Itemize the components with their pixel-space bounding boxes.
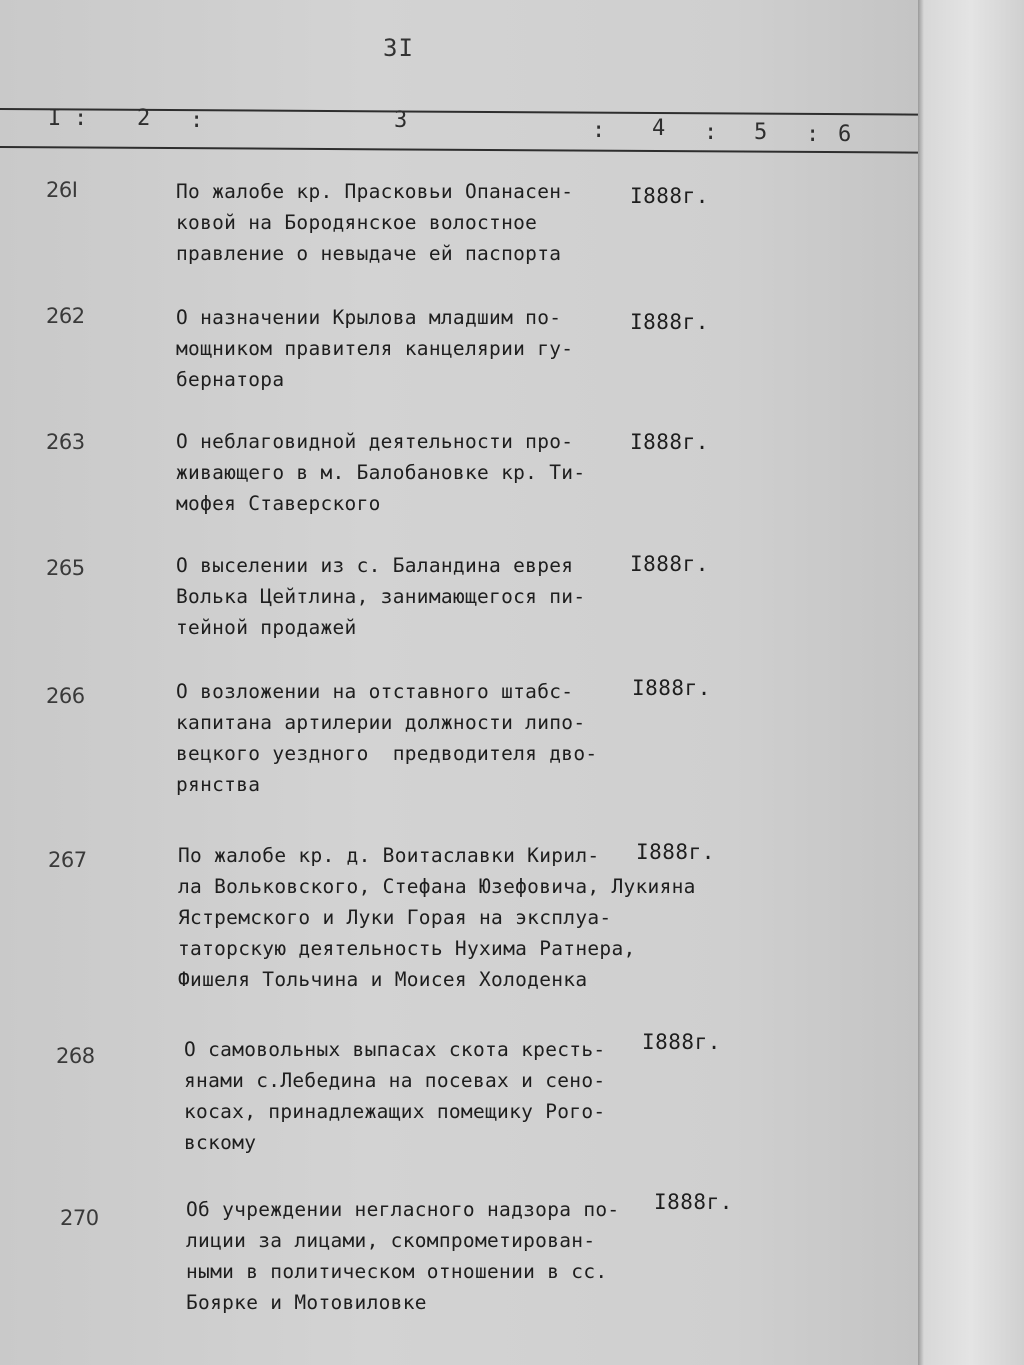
entry-line: капитана артилерии должности липо- <box>176 711 586 734</box>
entry-description <box>176 676 597 800</box>
entry-line: таторскую деятельность Нухима Ратнера, <box>178 937 636 960</box>
entry-line: Волька Цейтлина, занимающегося пи- <box>176 585 586 608</box>
entry-line: О выселении из с. Баландина еврея <box>176 554 574 577</box>
entry-year: I888г. <box>630 310 709 334</box>
entry-line: Ястремского и Луки Горая на эксплуа- <box>178 906 612 929</box>
entry-line: правление о невыдаче ей паспорта <box>176 242 562 265</box>
entry-line: мощником правителя канцелярии гу- <box>176 337 574 360</box>
column-separator: : <box>592 118 606 143</box>
entry-description <box>176 550 585 643</box>
entry-line: лиции за лицами, скомпрометирован- <box>186 1229 596 1252</box>
entry-line: вецкого уездного предводителя дво- <box>176 742 598 765</box>
column-header-1: I <box>48 106 62 131</box>
entry-line: Боярке и Мотовиловке <box>186 1291 427 1314</box>
entry-line: живающего в м. Балобановке кр. Ти- <box>176 461 586 484</box>
entry-number: 270 <box>60 1206 99 1230</box>
entry-year: I888г. <box>654 1190 733 1214</box>
entry-description <box>186 1194 619 1318</box>
entry-line: косах, принадлежащих помещику Рого- <box>184 1100 606 1123</box>
entry-description <box>184 1034 605 1158</box>
entry-line: рянства <box>176 773 261 796</box>
column-header-2: 2 <box>137 106 151 131</box>
column-separator: : <box>74 106 88 131</box>
entry-line: О возложении на отставного штабс- <box>176 680 574 703</box>
entry-line: ковой на Бородянское волостное <box>176 211 538 234</box>
column-header-4: 4 <box>652 116 666 141</box>
entry-number: 268 <box>56 1044 95 1068</box>
entry-year: I888г. <box>630 184 709 208</box>
entry-number: 263 <box>46 430 85 454</box>
entry-year: I888г. <box>630 430 709 454</box>
entry-number: 266 <box>46 684 85 708</box>
entry-line: О неблаговидной деятельности про- <box>176 430 574 453</box>
column-separator: : <box>806 122 820 147</box>
entry-line: По жалобе кр. Прасковьи Опанасен- <box>176 180 574 203</box>
entry-description <box>176 426 585 519</box>
page-number: 3I <box>383 34 414 62</box>
column-separator: : <box>704 120 718 145</box>
entry-year: I888г. <box>630 552 709 576</box>
underlying-page-edge <box>918 0 1024 1365</box>
entry-line: вскому <box>184 1131 257 1154</box>
column-header-5: 5 <box>754 120 768 145</box>
entry-number: 265 <box>46 556 85 580</box>
entry-line: Об учреждении негласного надзора по- <box>186 1198 620 1221</box>
column-header-3: 3 <box>394 108 408 133</box>
header-bottom-rule <box>0 146 918 154</box>
entry-line: ными в политическом отношении в сс. <box>186 1260 608 1283</box>
entry-number: 262 <box>46 304 85 328</box>
entry-line: бернатора <box>176 368 285 391</box>
entry-line: О назначении Крылова младшим по- <box>176 306 562 329</box>
entry-line: Фишеля Тольчина и Моисея Холоденка <box>178 968 588 991</box>
entry-line: мофея Ставерского <box>176 492 381 515</box>
entry-description <box>176 302 573 395</box>
entry-line: По жалобе кр. д. Воитаславки Кирил- <box>178 844 600 867</box>
page-fold-shadow <box>918 0 924 1365</box>
entry-description <box>178 840 696 995</box>
entry-description <box>176 176 573 269</box>
entry-line: ла Вольковского, Стефана Юзефовича, Лукияна <box>178 875 696 898</box>
column-header-6: 6 <box>838 122 852 147</box>
entry-line: янами с.Лебедина на посевах и сено- <box>184 1069 606 1092</box>
entry-year: I888г. <box>642 1030 721 1054</box>
entry-number: 26I <box>46 178 78 202</box>
entry-line: тейной продажей <box>176 616 357 639</box>
entry-line: О самовольных выпасах скота кресть- <box>184 1038 606 1061</box>
entry-number: 267 <box>48 848 87 872</box>
entry-year: I888г. <box>636 840 715 864</box>
entry-year: I888г. <box>632 676 711 700</box>
column-separator: : <box>190 108 204 133</box>
